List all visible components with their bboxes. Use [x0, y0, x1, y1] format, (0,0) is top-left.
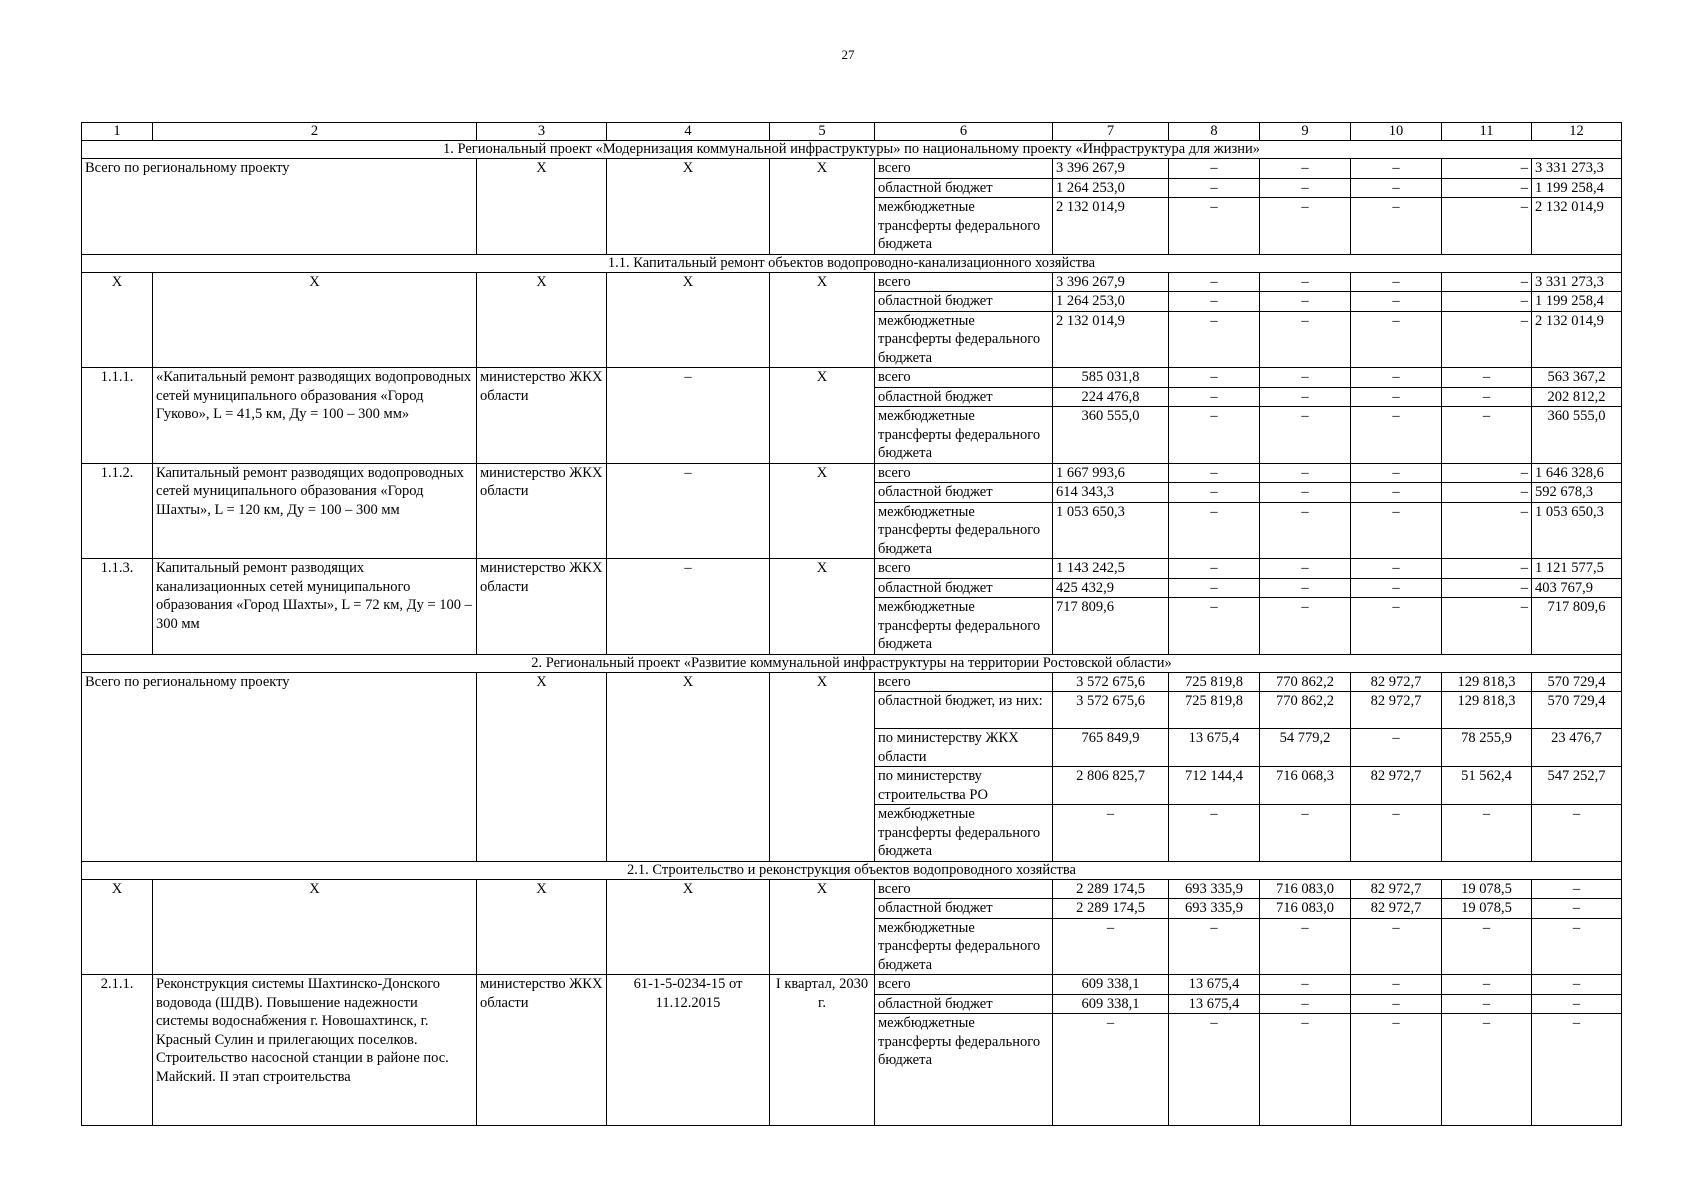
- value-cell: 1 199 258,4: [1532, 178, 1622, 198]
- value-cell: –: [1532, 879, 1622, 899]
- value-cell: –: [1053, 805, 1169, 862]
- source-label: всего: [875, 879, 1053, 899]
- value-cell: –: [1442, 502, 1532, 559]
- value-cell: 1 053 650,3: [1053, 502, 1169, 559]
- x-mark: Х: [770, 272, 875, 368]
- item-number: 1.1.1.: [82, 368, 153, 464]
- value-cell: –: [1442, 994, 1532, 1014]
- value-cell: 1 143 242,5: [1053, 559, 1169, 579]
- value-cell: 82 972,7: [1351, 692, 1442, 729]
- x-mark: Х: [153, 272, 477, 368]
- value-cell: 614 343,3: [1053, 483, 1169, 503]
- value-cell: 770 862,2: [1260, 692, 1351, 729]
- col-header: 1: [82, 123, 153, 141]
- source-label: всего: [875, 368, 1053, 388]
- value-cell: 1 121 577,5: [1532, 559, 1622, 579]
- col-header: 2: [153, 123, 477, 141]
- source-label: областной бюджет: [875, 178, 1053, 198]
- col-header: 6: [875, 123, 1053, 141]
- section-title: 2. Региональный проект «Развитие коммунальной инфраструктуры на территории Ростовской области»: [82, 654, 1622, 672]
- value-cell: –: [1532, 975, 1622, 995]
- x-mark: Х: [82, 879, 153, 975]
- value-cell: –: [1169, 407, 1260, 464]
- value-cell: –: [1351, 975, 1442, 995]
- x-mark: Х: [477, 159, 607, 255]
- value-cell: –: [1442, 178, 1532, 198]
- value-cell: 1 264 253,0: [1053, 178, 1169, 198]
- value-cell: 693 335,9: [1169, 899, 1260, 919]
- value-cell: –: [1442, 559, 1532, 579]
- value-cell: –: [1260, 805, 1351, 862]
- value-cell: –: [1169, 463, 1260, 483]
- value-cell: –: [1260, 159, 1351, 179]
- value-cell: 82 972,7: [1351, 672, 1442, 692]
- item-doc: –: [607, 368, 770, 464]
- value-cell: –: [1351, 368, 1442, 388]
- x-mark: Х: [607, 159, 770, 255]
- value-cell: 2 289 174,5: [1053, 899, 1169, 919]
- value-cell: 19 078,5: [1442, 879, 1532, 899]
- value-cell: –: [1169, 502, 1260, 559]
- value-cell: 425 432,9: [1053, 578, 1169, 598]
- value-cell: –: [1442, 918, 1532, 975]
- value-cell: –: [1442, 483, 1532, 503]
- value-cell: 82 972,7: [1351, 879, 1442, 899]
- value-cell: 770 862,2: [1260, 672, 1351, 692]
- value-cell: 717 809,6: [1532, 598, 1622, 655]
- item-doc: –: [607, 463, 770, 559]
- value-cell: –: [1442, 311, 1532, 368]
- source-label: всего: [875, 272, 1053, 292]
- value-cell: –: [1442, 387, 1532, 407]
- budget-table: [81, 122, 1622, 1126]
- col-header: 12: [1532, 123, 1622, 141]
- value-cell: –: [1260, 463, 1351, 483]
- value-cell: 693 335,9: [1169, 879, 1260, 899]
- subsection-title: 1.1. Капитальный ремонт объектов водопроводно-канализационного хозяйства: [82, 254, 1622, 272]
- value-cell: 2 289 174,5: [1053, 879, 1169, 899]
- value-cell: –: [1442, 407, 1532, 464]
- x-mark: Х: [477, 272, 607, 368]
- col-header: 5: [770, 123, 875, 141]
- value-cell: 716 083,0: [1260, 879, 1351, 899]
- value-cell: –: [1351, 483, 1442, 503]
- value-cell: –: [1260, 502, 1351, 559]
- value-cell: –: [1169, 311, 1260, 368]
- value-cell: –: [1260, 483, 1351, 503]
- value-cell: –: [1260, 1014, 1351, 1126]
- value-cell: 592 678,3: [1532, 483, 1622, 503]
- source-label: всего: [875, 559, 1053, 579]
- x-mark: Х: [82, 272, 153, 368]
- x-mark: Х: [770, 672, 875, 861]
- value-cell: –: [1351, 598, 1442, 655]
- value-cell: –: [1260, 272, 1351, 292]
- col-header: 8: [1169, 123, 1260, 141]
- col-header: 7: [1053, 123, 1169, 141]
- x-mark: Х: [770, 559, 875, 655]
- item-number: 2.1.1.: [82, 975, 153, 1126]
- value-cell: 725 819,8: [1169, 692, 1260, 729]
- value-cell: –: [1442, 292, 1532, 312]
- value-cell: 3 572 675,6: [1053, 672, 1169, 692]
- value-cell: –: [1532, 805, 1622, 862]
- value-cell: –: [1351, 805, 1442, 862]
- item-number: 1.1.3.: [82, 559, 153, 655]
- value-cell: –: [1169, 559, 1260, 579]
- value-cell: 563 367,2: [1532, 368, 1622, 388]
- source-label: областной бюджет, из них:: [875, 692, 1053, 729]
- source-label: областной бюджет: [875, 387, 1053, 407]
- value-cell: –: [1442, 272, 1532, 292]
- value-cell: –: [1442, 805, 1532, 862]
- item-executor: министерство ЖКХ области: [477, 368, 607, 464]
- value-cell: 13 675,4: [1169, 994, 1260, 1014]
- x-mark: Х: [153, 879, 477, 975]
- source-label: всего: [875, 975, 1053, 995]
- page-number: 27: [841, 47, 855, 62]
- value-cell: –: [1351, 994, 1442, 1014]
- value-cell: 1 646 328,6: [1532, 463, 1622, 483]
- value-cell: –: [1169, 483, 1260, 503]
- value-cell: –: [1169, 198, 1260, 255]
- value-cell: –: [1169, 292, 1260, 312]
- value-cell: –: [1442, 598, 1532, 655]
- value-cell: 716 068,3: [1260, 767, 1351, 805]
- value-cell: –: [1351, 502, 1442, 559]
- source-label: всего: [875, 159, 1053, 179]
- x-mark: Х: [607, 672, 770, 861]
- source-label: областной бюджет: [875, 578, 1053, 598]
- item-executor: министерство ЖКХ области: [477, 975, 607, 1126]
- value-cell: 224 476,8: [1053, 387, 1169, 407]
- col-header: 4: [607, 123, 770, 141]
- value-cell: –: [1169, 805, 1260, 862]
- value-cell: –: [1260, 994, 1351, 1014]
- value-cell: –: [1053, 1014, 1169, 1126]
- value-cell: –: [1169, 1014, 1260, 1126]
- value-cell: 570 729,4: [1532, 672, 1622, 692]
- value-cell: 23 476,7: [1532, 729, 1622, 767]
- value-cell: –: [1442, 198, 1532, 255]
- value-cell: –: [1442, 368, 1532, 388]
- value-cell: –: [1532, 994, 1622, 1014]
- col-header: 9: [1260, 123, 1351, 141]
- value-cell: –: [1260, 559, 1351, 579]
- value-cell: 716 083,0: [1260, 899, 1351, 919]
- value-cell: –: [1532, 899, 1622, 919]
- x-mark: Х: [607, 272, 770, 368]
- value-cell: 609 338,1: [1053, 994, 1169, 1014]
- value-cell: –: [1442, 159, 1532, 179]
- value-cell: –: [1169, 159, 1260, 179]
- value-cell: 609 338,1: [1053, 975, 1169, 995]
- source-label: всего: [875, 672, 1053, 692]
- value-cell: 51 562,4: [1442, 767, 1532, 805]
- value-cell: –: [1351, 918, 1442, 975]
- source-label: областной бюджет: [875, 292, 1053, 312]
- item-doc: –: [607, 559, 770, 655]
- value-cell: 82 972,7: [1351, 767, 1442, 805]
- value-cell: 19 078,5: [1442, 899, 1532, 919]
- value-cell: –: [1351, 272, 1442, 292]
- source-label: областной бюджет: [875, 483, 1053, 503]
- source-label: межбюджетные трансферты федерального бюджета: [875, 407, 1053, 464]
- value-cell: –: [1260, 311, 1351, 368]
- x-mark: Х: [477, 672, 607, 861]
- value-cell: –: [1442, 975, 1532, 995]
- value-cell: –: [1260, 407, 1351, 464]
- value-cell: 1 199 258,4: [1532, 292, 1622, 312]
- value-cell: –: [1169, 178, 1260, 198]
- value-cell: –: [1169, 598, 1260, 655]
- value-cell: –: [1442, 578, 1532, 598]
- value-cell: –: [1351, 463, 1442, 483]
- subsection-title: 2.1. Строительство и реконструкция объектов водопроводного хозяйства: [82, 861, 1622, 879]
- value-cell: 202 812,2: [1532, 387, 1622, 407]
- value-cell: –: [1260, 387, 1351, 407]
- x-mark: Х: [607, 879, 770, 975]
- x-mark: Х: [477, 879, 607, 975]
- source-label: межбюджетные трансферты федерального бюджета: [875, 1014, 1053, 1126]
- item-number: 1.1.2.: [82, 463, 153, 559]
- value-cell: –: [1169, 387, 1260, 407]
- value-cell: 13 675,4: [1169, 975, 1260, 995]
- x-mark: Х: [770, 368, 875, 464]
- value-cell: –: [1351, 1014, 1442, 1126]
- item-term: I квартал, 2030 г.: [770, 975, 875, 1126]
- value-cell: –: [1351, 578, 1442, 598]
- item-name: Реконструкция системы Шахтинско-Донского водовода (ШДВ). Повышение надежности системы водоснабжения г. Новошахтинск, г. Красный Сулин и прилегающих поселков. Строительство насосной станции в районе пос. Майский. II этап строительства: [153, 975, 477, 1126]
- source-label: межбюджетные трансферты федерального бюджета: [875, 918, 1053, 975]
- value-cell: –: [1169, 918, 1260, 975]
- value-cell: 1 053 650,3: [1532, 502, 1622, 559]
- value-cell: –: [1169, 272, 1260, 292]
- value-cell: 78 255,9: [1442, 729, 1532, 767]
- value-cell: –: [1351, 407, 1442, 464]
- value-cell: 2 132 014,9: [1053, 198, 1169, 255]
- col-header: 11: [1442, 123, 1532, 141]
- item-name: Капитальный ремонт разводящих водопроводных сетей муниципального образования «Город Шахты», L = 120 км, Ду = 100 – 300 мм: [153, 463, 477, 559]
- value-cell: –: [1351, 159, 1442, 179]
- value-cell: 3 572 675,6: [1053, 692, 1169, 729]
- section-title: 1. Региональный проект «Модернизация коммунальной инфраструктуры» по национальному проекту «Инфраструктура для жизни»: [82, 141, 1622, 159]
- value-cell: –: [1169, 368, 1260, 388]
- value-cell: –: [1351, 559, 1442, 579]
- value-cell: 3 396 267,9: [1053, 272, 1169, 292]
- value-cell: –: [1169, 578, 1260, 598]
- value-cell: –: [1442, 1014, 1532, 1126]
- value-cell: –: [1532, 918, 1622, 975]
- value-cell: 1 264 253,0: [1053, 292, 1169, 312]
- value-cell: –: [1260, 198, 1351, 255]
- value-cell: –: [1442, 463, 1532, 483]
- value-cell: 2 132 014,9: [1532, 311, 1622, 368]
- value-cell: –: [1260, 178, 1351, 198]
- source-label: всего: [875, 463, 1053, 483]
- value-cell: 570 729,4: [1532, 692, 1622, 729]
- value-cell: –: [1260, 292, 1351, 312]
- value-cell: 54 779,2: [1260, 729, 1351, 767]
- total-label: Всего по региональному проекту: [82, 672, 477, 861]
- value-cell: –: [1351, 198, 1442, 255]
- value-cell: 129 818,3: [1442, 692, 1532, 729]
- value-cell: 3 331 273,3: [1532, 272, 1622, 292]
- total-label: Всего по региональному проекту: [82, 159, 477, 255]
- value-cell: –: [1532, 1014, 1622, 1126]
- source-label: межбюджетные трансферты федерального бюджета: [875, 311, 1053, 368]
- item-executor: министерство ЖКХ области: [477, 559, 607, 655]
- value-cell: –: [1351, 311, 1442, 368]
- x-mark: Х: [770, 463, 875, 559]
- value-cell: 360 555,0: [1053, 407, 1169, 464]
- value-cell: 717 809,6: [1053, 598, 1169, 655]
- value-cell: –: [1260, 975, 1351, 995]
- header-row: [82, 123, 1622, 141]
- value-cell: –: [1351, 729, 1442, 767]
- value-cell: 403 767,9: [1532, 578, 1622, 598]
- source-label: областной бюджет: [875, 994, 1053, 1014]
- value-cell: 1 667 993,6: [1053, 463, 1169, 483]
- value-cell: –: [1351, 387, 1442, 407]
- x-mark: Х: [770, 879, 875, 975]
- value-cell: 360 555,0: [1532, 407, 1622, 464]
- value-cell: –: [1260, 578, 1351, 598]
- source-label: областной бюджет: [875, 899, 1053, 919]
- x-mark: Х: [770, 159, 875, 255]
- item-executor: министерство ЖКХ области: [477, 463, 607, 559]
- value-cell: 82 972,7: [1351, 899, 1442, 919]
- value-cell: 2 132 014,9: [1053, 311, 1169, 368]
- source-label: межбюджетные трансферты федерального бюджета: [875, 598, 1053, 655]
- source-label: межбюджетные трансферты федерального бюджета: [875, 502, 1053, 559]
- value-cell: 765 849,9: [1053, 729, 1169, 767]
- value-cell: 2 806 825,7: [1053, 767, 1169, 805]
- item-name: Капитальный ремонт разводящих канализационных сетей муниципального образования «Город Шахты», L = 72 км, Ду = 100 – 300 мм: [153, 559, 477, 655]
- value-cell: 712 144,4: [1169, 767, 1260, 805]
- col-header: 10: [1351, 123, 1442, 141]
- source-label: межбюджетные трансферты федерального бюджета: [875, 805, 1053, 862]
- value-cell: 547 252,7: [1532, 767, 1622, 805]
- col-header: 3: [477, 123, 607, 141]
- value-cell: –: [1351, 292, 1442, 312]
- source-label: по министерству ЖКХ области: [875, 729, 1053, 767]
- value-cell: 2 132 014,9: [1532, 198, 1622, 255]
- value-cell: –: [1351, 178, 1442, 198]
- value-cell: –: [1260, 368, 1351, 388]
- value-cell: 725 819,8: [1169, 672, 1260, 692]
- value-cell: 13 675,4: [1169, 729, 1260, 767]
- value-cell: 3 331 273,3: [1532, 159, 1622, 179]
- value-cell: 585 031,8: [1053, 368, 1169, 388]
- source-label: по министерству строительства РО: [875, 767, 1053, 805]
- value-cell: –: [1053, 918, 1169, 975]
- item-doc: 61-1-5-0234-15 от 11.12.2015: [607, 975, 770, 1126]
- value-cell: 3 396 267,9: [1053, 159, 1169, 179]
- value-cell: –: [1260, 918, 1351, 975]
- source-label: межбюджетные трансферты федерального бюджета: [875, 198, 1053, 255]
- item-name: «Капитальный ремонт разводящих водопроводных сетей муниципального образования «Город Гуково», L = 41,5 км, Ду = 100 – 300 мм»: [153, 368, 477, 464]
- value-cell: –: [1260, 598, 1351, 655]
- value-cell: 129 818,3: [1442, 672, 1532, 692]
